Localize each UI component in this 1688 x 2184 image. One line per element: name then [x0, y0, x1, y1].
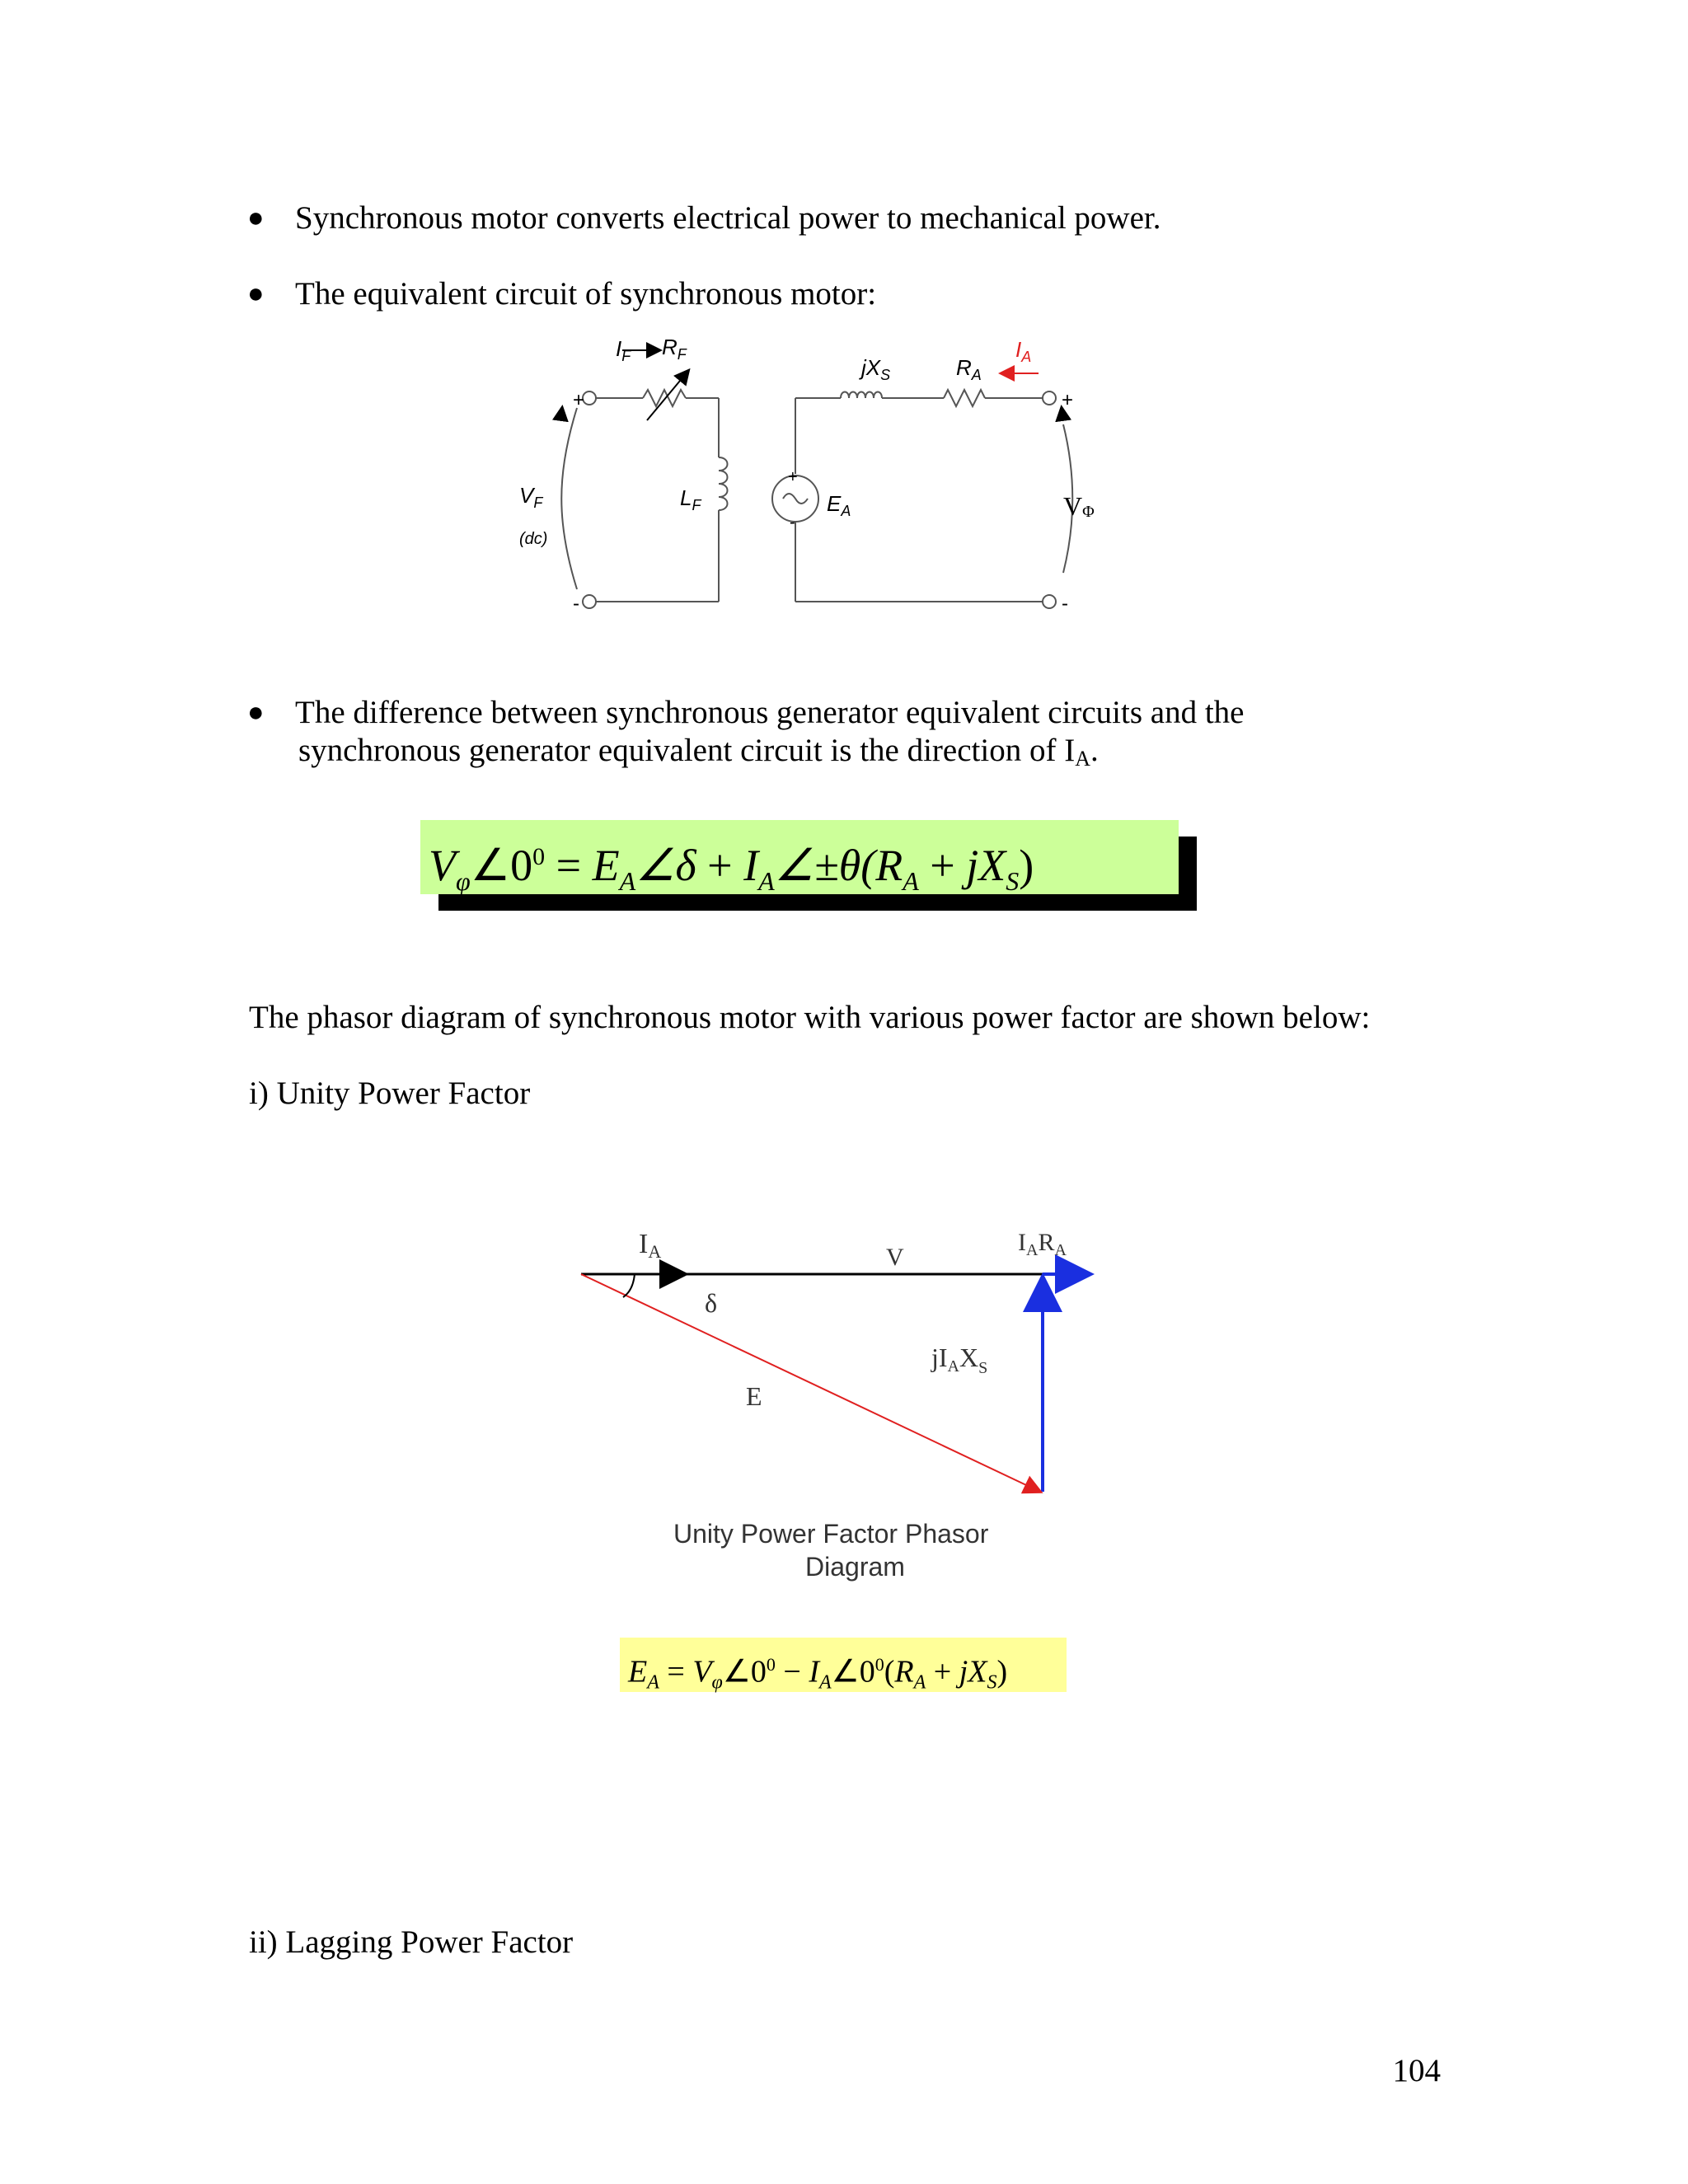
label-plus-right: +: [1062, 389, 1074, 411]
delta-arc: [623, 1274, 635, 1297]
caption-line2: Diagram: [805, 1552, 905, 1582]
label-plus-source: +: [788, 468, 798, 486]
bullet-text-line2: synchronous generator equivalent circuit is the direction of $I_A$.: [298, 733, 1099, 771]
bullet-text: Synchronous motor converts electrical power to mechanical power.: [295, 200, 1161, 236]
label-ra: $R_A$: [956, 355, 982, 383]
label-jiaxs: jIAX$_S$: [931, 1343, 988, 1377]
unity-heading: i) Unity Power Factor: [249, 1076, 531, 1111]
page-number: 104: [1392, 2053, 1441, 2088]
label-vf: $V_F$: [519, 483, 543, 511]
label-ia: $I_A$: [1015, 337, 1032, 365]
bullet-text: The difference between synchronous generator equivalent circuits and the: [295, 695, 1245, 730]
bullet-dot: ●: [247, 279, 265, 309]
label-dc: (dc): [519, 530, 548, 548]
label-lf: $L_F$: [680, 485, 701, 513]
label-minus-right: -: [1062, 593, 1068, 615]
label-rf: $R_F$: [662, 335, 687, 363]
lagging-heading: ii) Lagging Power Factor: [249, 1924, 574, 1960]
equivalent-circuit-diagram: [495, 326, 1121, 622]
label-iara: $I_AR_A$: [1018, 1229, 1067, 1259]
label-v: V: [886, 1244, 904, 1271]
label-ia: IA: [639, 1229, 662, 1262]
label-ea: $E_A$: [827, 491, 851, 519]
unity-phasor-diagram: [577, 1220, 1121, 1607]
label-e: E: [746, 1381, 762, 1411]
label-minus-left: -: [573, 593, 579, 615]
phasor-intro: The phasor diagram of synchronous motor with various power factor are shown below:: [249, 1000, 1371, 1035]
label-plus-left: +: [573, 389, 585, 411]
label-vphi: VΦ: [1063, 491, 1095, 521]
label-delta: δ: [705, 1288, 718, 1318]
caption-line1: Unity Power Factor Phasor: [673, 1519, 989, 1549]
bullet-dot: ●: [247, 203, 265, 233]
label-minus-source: -: [790, 513, 795, 532]
e-phasor: [581, 1274, 1040, 1492]
label-if: $I_F$: [616, 336, 631, 364]
unity-equation: $E_A$ = $V_\varphi\angle 0^0$ − $I_A\angle 0^0(R_A + jX_S)$: [620, 1638, 1067, 1692]
bullet-dot: ●: [247, 697, 265, 728]
label-jxs: $jX_S$: [861, 355, 891, 383]
main-equation: $V_\varphi\angle 0^0$ = $E_A\angle\delta$ + $I_A\angle\pm\theta(R_A + jX_S)$: [420, 820, 1179, 894]
bullet-text: The equivalent circuit of synchronous motor:: [295, 276, 877, 312]
